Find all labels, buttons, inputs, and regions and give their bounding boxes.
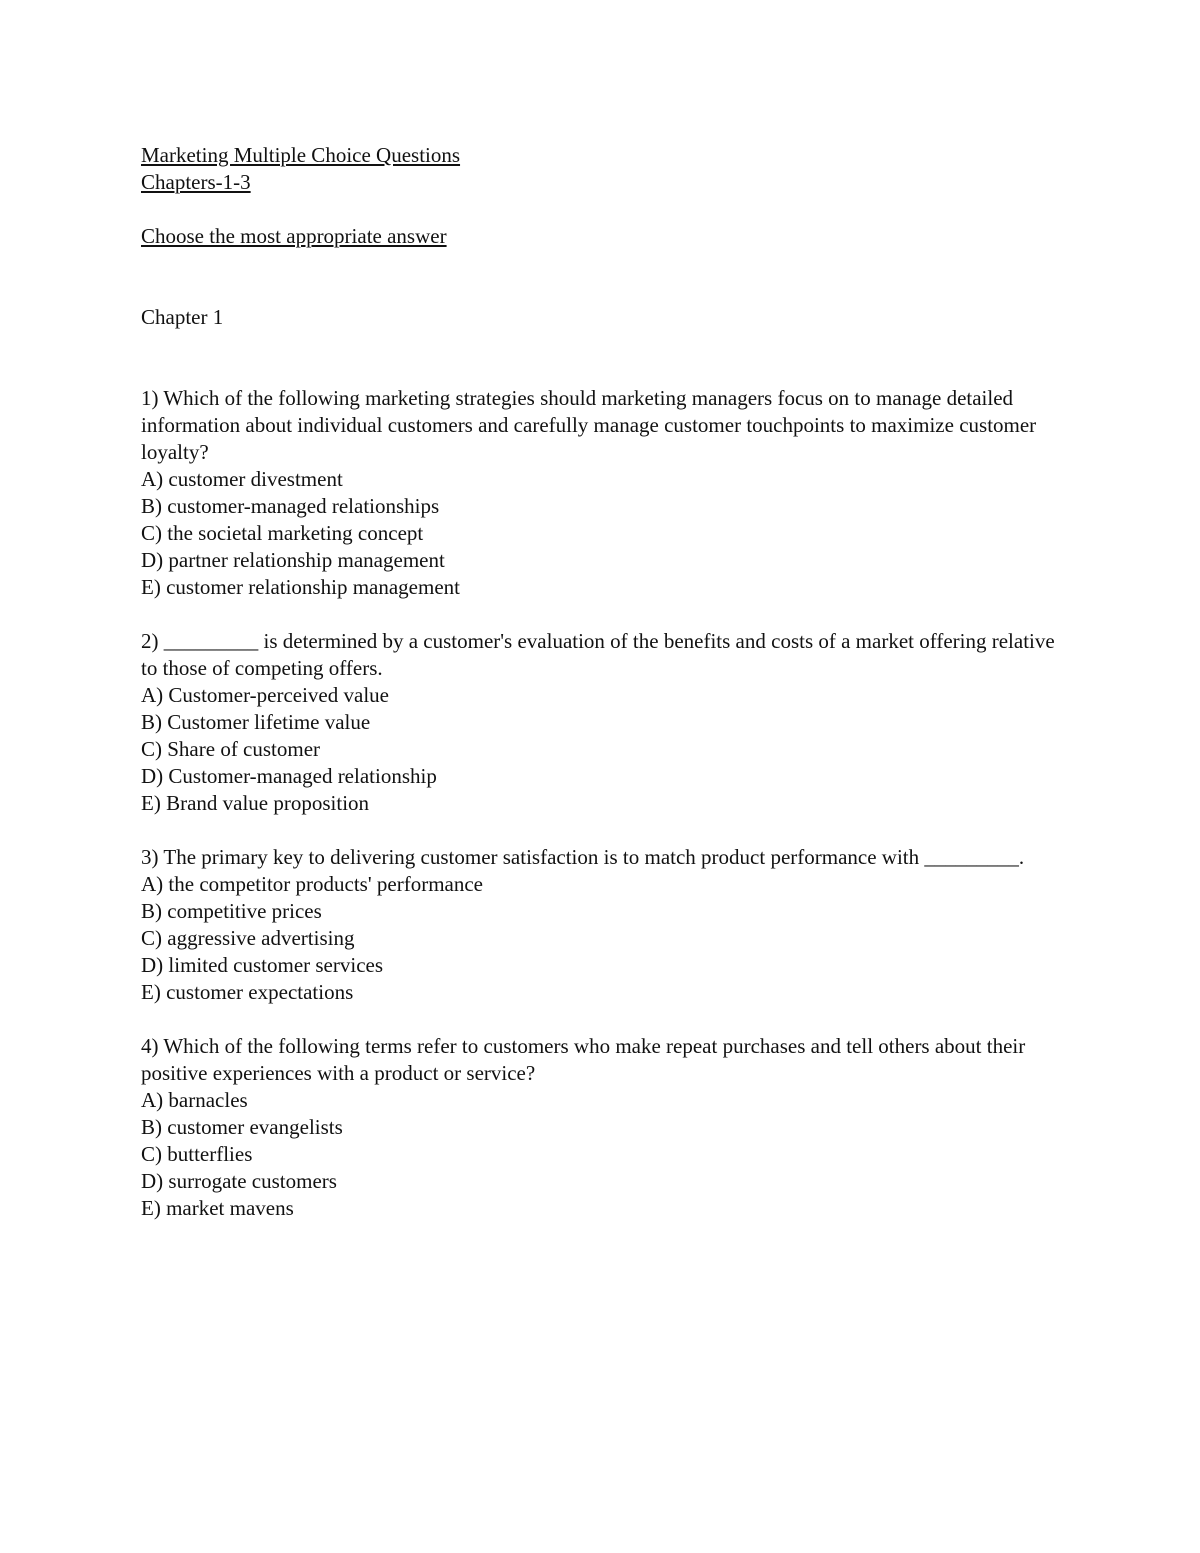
answer-option: E) market mavens — [141, 1196, 294, 1220]
answer-options — [141, 871, 1061, 1006]
spacer — [141, 250, 1061, 304]
question-text: 1) Which of the following marketing strategies should marketing managers focus on to manage detailed information about individual customers and carefully manage customer touchpoints to maximize customer loyalty? — [141, 386, 1037, 464]
answer-option: A) Customer-perceived value — [141, 683, 389, 707]
question-4 — [141, 1033, 1061, 1222]
answer-option: C) the societal marketing concept — [141, 521, 424, 545]
answer-option: A) barnacles — [141, 1088, 248, 1112]
answer-option: D) limited customer services — [141, 953, 384, 977]
spacer — [141, 1006, 1061, 1033]
question-text: 2) _________ is determined by a customer's evaluation of the benefits and costs of a market offering relative to those of competing offers. — [141, 629, 1055, 680]
answer-option: D) Customer-managed relationship — [141, 764, 437, 788]
answer-option: E) customer relationship management — [141, 575, 460, 599]
answer-option: D) partner relationship management — [141, 548, 445, 572]
answer-option: A) customer divestment — [141, 467, 343, 491]
spacer — [141, 331, 1061, 385]
spacer — [141, 196, 1061, 223]
answer-option: E) Brand value proposition — [141, 791, 370, 815]
answer-options — [141, 682, 1061, 817]
question-text: 3) The primary key to delivering customer satisfaction is to match product performance with _________. — [141, 845, 1025, 869]
answer-option: B) competitive prices — [141, 899, 322, 923]
answer-option: B) customer evangelists — [141, 1115, 343, 1139]
document-page — [141, 142, 1061, 1222]
question-3 — [141, 844, 1061, 1006]
answer-option: D) surrogate customers — [141, 1169, 337, 1193]
answer-option: C) butterflies — [141, 1142, 253, 1166]
instruction-text: Choose the most appropriate answer — [141, 224, 447, 248]
answer-option: C) aggressive advertising — [141, 926, 355, 950]
spacer — [141, 601, 1061, 628]
answer-option: B) Customer lifetime value — [141, 710, 371, 734]
answer-options — [141, 1087, 1061, 1222]
answer-option: A) the competitor products' performance — [141, 872, 483, 896]
answer-option: B) customer-managed relationships — [141, 494, 440, 518]
answer-options — [141, 466, 1061, 601]
document-title: Marketing Multiple Choice Questions — [141, 143, 461, 167]
chapter-heading: Chapter 1 — [141, 305, 224, 329]
question-1 — [141, 385, 1061, 601]
document-subtitle: Chapters-1-3 — [141, 170, 251, 194]
answer-option: E) customer expectations — [141, 980, 354, 1004]
spacer — [141, 817, 1061, 844]
question-text: 4) Which of the following terms refer to customers who make repeat purchases and tell others about their positive experiences with a product or service? — [141, 1034, 1026, 1085]
question-2 — [141, 628, 1061, 817]
answer-option: C) Share of customer — [141, 737, 321, 761]
